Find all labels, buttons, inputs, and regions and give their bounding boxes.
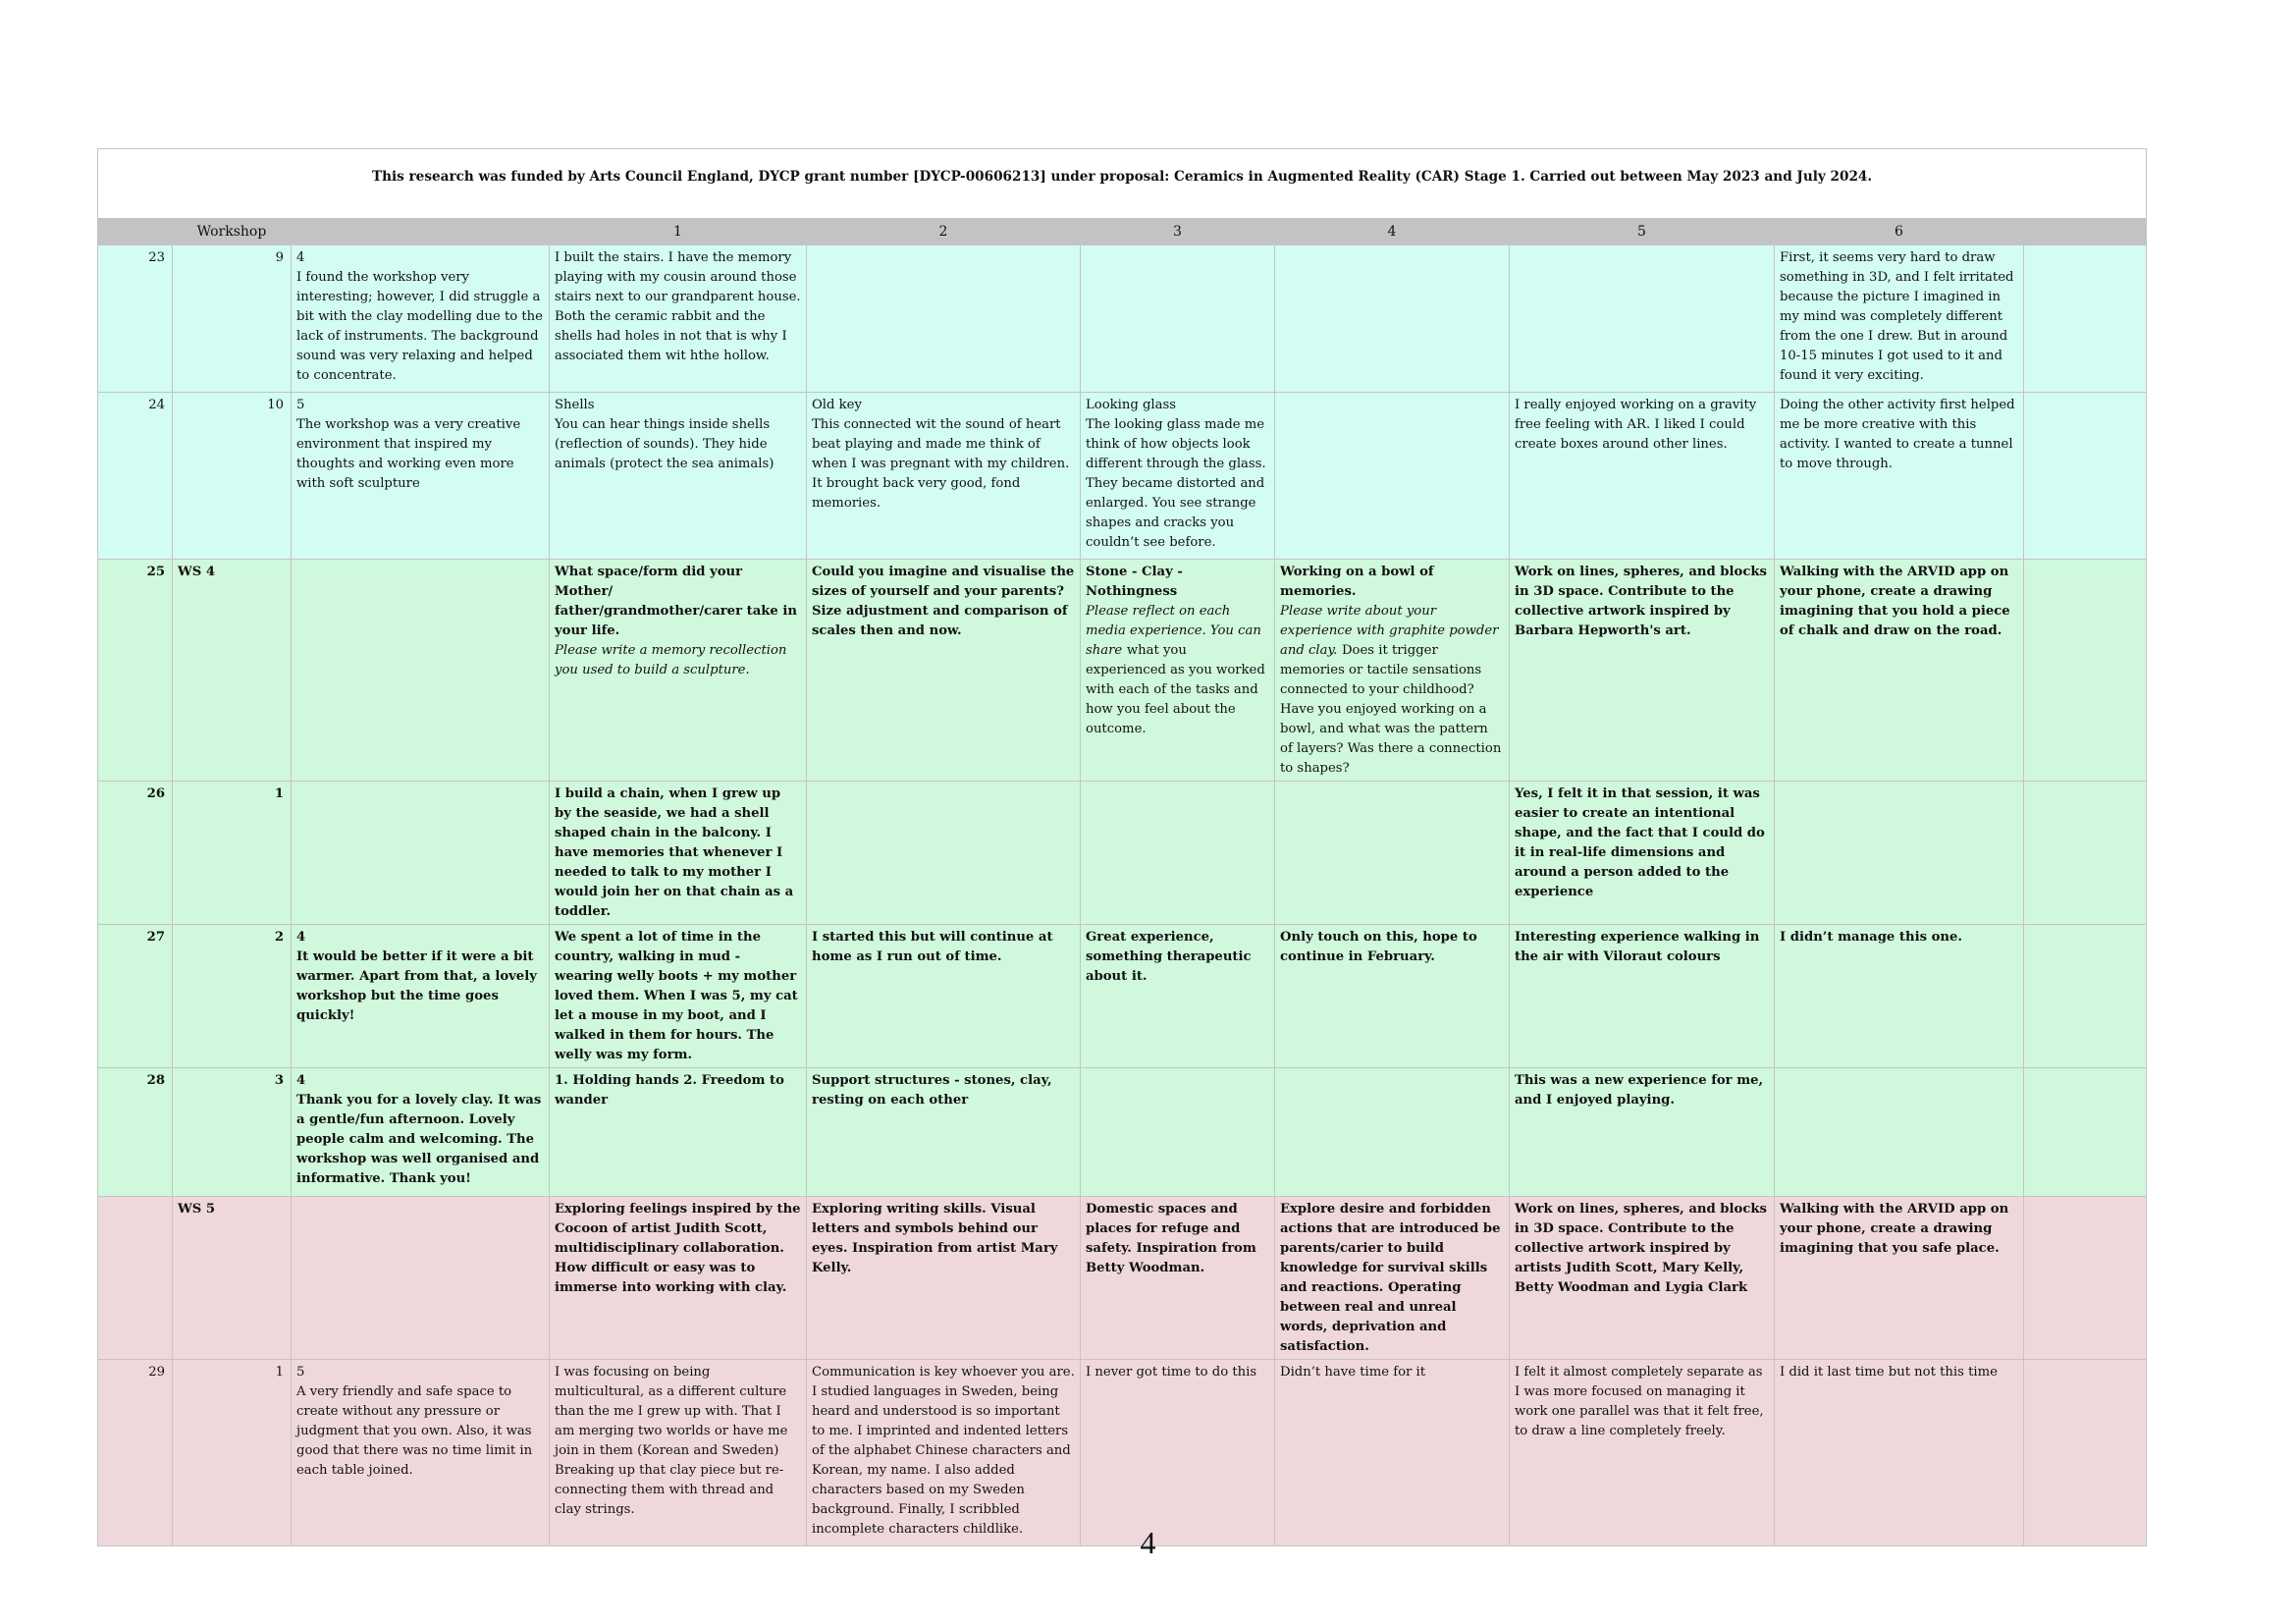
response-col-4 bbox=[1275, 560, 1510, 782]
response-col-1 bbox=[550, 560, 807, 782]
cell-instruction: Please write a memory recollection you used to build a sculpture. bbox=[555, 643, 787, 677]
workshop-cell: WS 4 bbox=[173, 560, 292, 782]
blank-cell bbox=[2024, 393, 2147, 560]
header-col-6: 6 bbox=[1775, 219, 2024, 245]
workshop-cell: 1 bbox=[173, 782, 292, 925]
cell-prompt: Working on a bowl of memories. bbox=[1280, 565, 1434, 599]
response-col-5: I felt it almost completely separate as I was more focused on managing it work one parallel was that it felt free, to draw a line completely freely. bbox=[1510, 1360, 1775, 1546]
cell-line: 4 bbox=[296, 930, 306, 945]
response-col-6: Walking with the ARVID app on your phone, create a drawing imagining that you safe place. bbox=[1775, 1197, 2024, 1360]
response-col-2: Exploring writing skills. Visual letters and symbols behind our eyes. Inspiration from artist Mary Kelly. bbox=[807, 1197, 1081, 1360]
cell-line: 4 bbox=[296, 1073, 306, 1088]
cell-line: A very friendly and safe space to create without any pressure or judgment that you own. Also, it was good that there was no time limit in each table joined. bbox=[296, 1384, 533, 1478]
row-number: 26 bbox=[98, 782, 173, 925]
feedback-cell bbox=[292, 925, 550, 1068]
workshop-cell: 9 bbox=[173, 245, 292, 393]
cell-line: Old key bbox=[812, 398, 862, 412]
workshop-cell: 1 bbox=[173, 1360, 292, 1546]
cell-line: Looking glass bbox=[1086, 398, 1177, 412]
response-col-1: Exploring feelings inspired by the Cocoon of artist Judith Scott, multidisciplinary collaboration. How difficult or easy was to immerse into working with clay. bbox=[550, 1197, 807, 1360]
cell-prompt-continued: what you experienced as you worked with each of the tasks and how you feel about the outcome. bbox=[1086, 643, 1265, 736]
cell-line: 5 bbox=[296, 1365, 305, 1380]
response-col-3 bbox=[1081, 782, 1275, 925]
blank-cell bbox=[2024, 1068, 2147, 1197]
response-col-2: I started this but will continue at home as I run out of time. bbox=[807, 925, 1081, 1068]
cell-line: It would be better if it were a bit warmer. Apart from that, a lovely workshop but the time goes quickly! bbox=[296, 949, 537, 1023]
feedback-cell bbox=[292, 782, 550, 925]
response-col-4: Only touch on this, hope to continue in February. bbox=[1275, 925, 1510, 1068]
blank-cell bbox=[2024, 245, 2147, 393]
cell-prompt: Stone - Clay - Nothingness bbox=[1086, 565, 1183, 599]
response-col-5: Work on lines, spheres, and blocks in 3D space. Contribute to the collective artwork inspired by Barbara Hepworth's art. bbox=[1510, 560, 1775, 782]
response-col-3: I never got time to do this bbox=[1081, 1360, 1275, 1546]
response-col-5: Interesting experience walking in the air with Viloraut colours bbox=[1510, 925, 1775, 1068]
row-number: 23 bbox=[98, 245, 173, 393]
workshop-cell: 2 bbox=[173, 925, 292, 1068]
response-col-1: I build a chain, when I grew up by the seaside, we had a shell shaped chain in the balcony. I have memories that whenever I needed to talk to my mother I would join her on that chain as a toddler. bbox=[550, 782, 807, 925]
response-col-3 bbox=[1081, 560, 1275, 782]
cell-line: Shells bbox=[555, 398, 595, 412]
table-row bbox=[98, 393, 2147, 560]
feedback-table bbox=[97, 148, 2147, 1546]
response-col-1: We spent a lot of time in the country, walking in mud - wearing welly boots + my mother loved them. When I was 5, my cat let a mouse in my boot, and I walked in them for hours. The welly was my form. bbox=[550, 925, 807, 1068]
response-col-4 bbox=[1275, 782, 1510, 925]
response-col-6: Doing the other activity first helped me be more creative with this activity. I wanted to create a tunnel to move through. bbox=[1775, 393, 2024, 560]
blank-cell bbox=[2024, 782, 2147, 925]
funding-title: This research was funded by Arts Council England, DYCP grant number [DYCP-00606213] under proposal: Ceramics in Augmented Reality (CAR) Stage 1. Carried out between May 2023 and July 2024. bbox=[98, 149, 2147, 219]
header-col-5: 5 bbox=[1510, 219, 1775, 245]
response-col-4 bbox=[1275, 393, 1510, 560]
response-col-6: First, it seems very hard to draw something in 3D, and I felt irritated because the picture I imagined in my mind was completely different from the one I drew. But in around 10-15 minutes I got used to it and found it very exciting. bbox=[1775, 245, 2024, 393]
response-col-6: I did it last time but not this time bbox=[1775, 1360, 2024, 1546]
feedback-cell bbox=[292, 1068, 550, 1197]
header-col-1: 1 bbox=[550, 219, 807, 245]
row-number: 27 bbox=[98, 925, 173, 1068]
feedback-cell bbox=[292, 245, 550, 393]
cell-line: The workshop was a very creative environment that inspired my thoughts and working even more with soft sculpture bbox=[296, 417, 521, 491]
cell-line: 4 bbox=[296, 250, 305, 265]
response-col-3: Great experience, something therapeutic about it. bbox=[1081, 925, 1275, 1068]
header-col-2: 2 bbox=[807, 219, 1081, 245]
feedback-cell bbox=[292, 1360, 550, 1546]
response-col-6: Walking with the ARVID app on your phone, create a drawing imagining that you hold a piece of chalk and draw on the road. bbox=[1775, 560, 2024, 782]
cell-prompt-continued: Does it trigger memories or tactile sensations connected to your childhood? Have you enjoyed working on a bowl, and what was the pattern of layers? Was there a connection to shapes? bbox=[1280, 643, 1502, 776]
blank-cell bbox=[2024, 925, 2147, 1068]
table-row bbox=[98, 925, 2147, 1068]
response-col-1: 1. Holding hands 2. Freedom to wander bbox=[550, 1068, 807, 1197]
row-number: 28 bbox=[98, 1068, 173, 1197]
feedback-cell bbox=[292, 560, 550, 782]
row-number: 25 bbox=[98, 560, 173, 782]
title-row bbox=[98, 149, 2147, 219]
table-row bbox=[98, 1197, 2147, 1360]
workshop-cell: 3 bbox=[173, 1068, 292, 1197]
response-col-6 bbox=[1775, 1068, 2024, 1197]
response-col-3: Domestic spaces and places for refuge and safety. Inspiration from Betty Woodman. bbox=[1081, 1197, 1275, 1360]
cell-prompt: What space/form did your Mother/ father/grandmother/carer take in your life. bbox=[555, 565, 797, 638]
response-col-2: Could you imagine and visualise the sizes of yourself and your parents? Size adjustment and comparison of scales then and now. bbox=[807, 560, 1081, 782]
workshop-cell: 10 bbox=[173, 393, 292, 560]
cell-line: 5 bbox=[296, 398, 305, 412]
response-col-6: I didn’t manage this one. bbox=[1775, 925, 2024, 1068]
header-col-3: 3 bbox=[1081, 219, 1275, 245]
cell-line: This connected wit the sound of heart beat playing and made me think of when I was pregnant with my children. It brought back very good, fond memories. bbox=[812, 417, 1070, 511]
response-col-6 bbox=[1775, 782, 2024, 925]
response-col-5: This was a new experience for me, and I enjoyed playing. bbox=[1510, 1068, 1775, 1197]
header-blank bbox=[2024, 219, 2147, 245]
response-col-5: Work on lines, spheres, and blocks in 3D space. Contribute to the collective artwork inspired by artists Judith Scott, Mary Kelly, Betty Woodman and Lygia Clark bbox=[1510, 1197, 1775, 1360]
response-col-2: Support structures - stones, clay, resting on each other bbox=[807, 1068, 1081, 1197]
response-col-5: Yes, I felt it in that session, it was easier to create an intentional shape, and the fact that I could do it in real-life dimensions and around a person added to the experience bbox=[1510, 782, 1775, 925]
cell-line: The looking glass made me think of how objects look different through the glass. They became distorted and enlarged. You see strange shapes and cracks you couldn’t see before. bbox=[1086, 417, 1266, 550]
header-row bbox=[98, 219, 2147, 245]
response-col-4: Explore desire and forbidden actions that are introduced be parents/carier to build knowledge for survival skills and reactions. Operating between real and unreal words, deprivation and satisfaction. bbox=[1275, 1197, 1510, 1360]
table-row bbox=[98, 560, 2147, 782]
cell-instruction: Please write about your experience with graphite powder and clay. bbox=[1280, 604, 1499, 658]
header-feedback bbox=[292, 219, 550, 245]
blank-cell bbox=[2024, 560, 2147, 782]
row-number: 24 bbox=[98, 393, 173, 560]
feedback-cell bbox=[292, 1197, 550, 1360]
response-col-2 bbox=[807, 245, 1081, 393]
response-col-1: I built the stairs. I have the memory playing with my cousin around those stairs next to our grandparent house. Both the ceramic rabbit and the shells had holes in not that is why I associated them wit hthe hollow. bbox=[550, 245, 807, 393]
header-col-4: 4 bbox=[1275, 219, 1510, 245]
response-col-5: I really enjoyed working on a gravity free feeling with AR. I liked I could create boxes around other lines. bbox=[1510, 393, 1775, 560]
workshop-cell: WS 5 bbox=[173, 1197, 292, 1360]
table-row bbox=[98, 1360, 2147, 1546]
row-number: 29 bbox=[98, 1360, 173, 1546]
response-col-3 bbox=[1081, 1068, 1275, 1197]
row-number bbox=[98, 1197, 173, 1360]
blank-cell bbox=[2024, 1360, 2147, 1546]
response-col-4 bbox=[1275, 245, 1510, 393]
response-col-5 bbox=[1510, 245, 1775, 393]
cell-line: Thank you for a lovely clay. It was a gentle/fun afternoon. Lovely people calm and welcoming. The workshop was well organised and informative. Thank you! bbox=[296, 1093, 542, 1186]
table-row bbox=[98, 782, 2147, 925]
response-col-2 bbox=[807, 782, 1081, 925]
response-col-1 bbox=[550, 393, 807, 560]
response-col-1: I was focusing on being multicultural, as a different culture than the me I grew up with. That I am merging two worlds or have me join in them (Korean and Sweden) Breaking up that clay piece but re-connecting them with thread and clay strings. bbox=[550, 1360, 807, 1546]
response-col-3 bbox=[1081, 245, 1275, 393]
blank-cell bbox=[2024, 1197, 2147, 1360]
feedback-cell bbox=[292, 393, 550, 560]
cell-line: I found the workshop very interesting; however, I did struggle a bit with the clay modelling due to the lack of instruments. The background sound was very relaxing and helped to concentrate. bbox=[296, 270, 543, 383]
cell-line: You can hear things inside shells (reflection of sounds). They hide animals (protect the sea animals) bbox=[555, 417, 774, 471]
table-row bbox=[98, 1068, 2147, 1197]
table-row bbox=[98, 245, 2147, 393]
response-col-2 bbox=[807, 393, 1081, 560]
response-col-4 bbox=[1275, 1068, 1510, 1197]
header-id bbox=[98, 219, 173, 245]
response-col-4: Didn’t have time for it bbox=[1275, 1360, 1510, 1546]
page-number: 4 bbox=[1140, 1525, 1156, 1560]
cell-instruction: Please reflect on each media experience. You can share bbox=[1086, 604, 1261, 658]
response-col-2: Communication is key whoever you are. I studied languages in Sweden, being heard and understood is so important to me. I imprinted and indented letters of the alphabet Chinese characters and Korean, my name. I also added characters based on my Sweden background. Finally, I scribbled incomplete characters childlike. bbox=[807, 1360, 1081, 1546]
header-workshop: Workshop bbox=[173, 219, 292, 245]
response-col-3 bbox=[1081, 393, 1275, 560]
